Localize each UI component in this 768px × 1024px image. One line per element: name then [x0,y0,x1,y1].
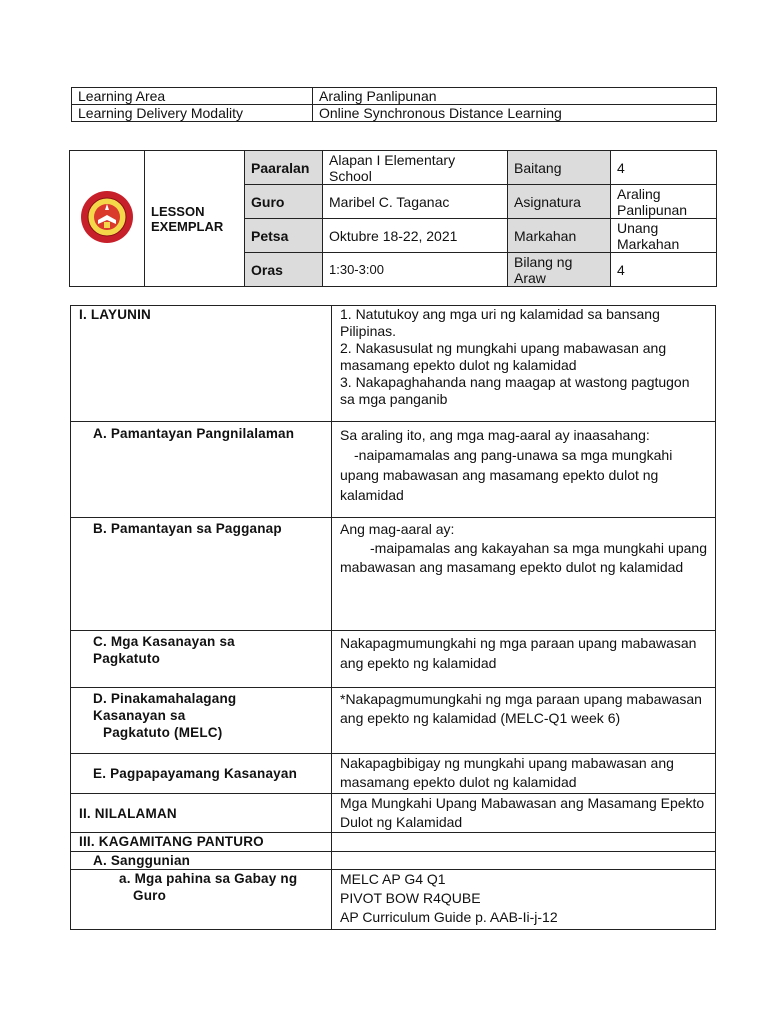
melc-label [71,688,332,754]
pamantayan-pagganap-content [332,518,716,631]
gabay-guro-content [332,870,716,930]
layunin-label: I. LAYUNIN [71,306,332,422]
kagamitan-row [71,833,716,852]
kagamitan-label: III. KAGAMITANG PANTURO [71,833,332,852]
gabay-guro-line-1: MELC AP G4 Q1 [340,871,446,887]
baitang-label: Baitang [508,151,611,185]
gabay-guro-line-3: AP Curriculum Guide p. AAB-Ii-j-12 [340,909,558,925]
school-logo [70,151,145,287]
guro-label: Guro [245,185,323,219]
lesson-exemplar-title [145,151,245,287]
pagpapayaman-row [71,754,716,794]
petsa-label: Petsa [245,219,323,253]
pamantayan-pangnilalaman-body: -naipamamalas ang pang-unawa sa mga mungkahi upang mabawasan ang masamang epekto dulot ng kalamidad [340,447,673,503]
learning-area-row [72,88,717,105]
learning-area-value: Araling Panlipunan [313,88,717,105]
pamantayan-pagganap-intro: Ang mag-aaral ay: [340,521,455,537]
lesson-title-line1: LESSON [151,203,205,219]
markahan-label: Markahan [508,219,611,253]
pamantayan-pagganap-body: -maipamalas ang kakayahan sa mga mungkahi upang mabawasan ang masamang epekto dulot ng kalamidad [340,540,707,575]
pagpapayaman-value: Nakapagbibigay ng mungkahi upang mabawasan ang masamang epekto dulot ng kalamidad [332,754,716,794]
layunin-content [332,306,716,422]
pagpapayaman-label: E. Pagpapayamang Kasanayan [71,754,332,794]
paaralan-label: Paaralan [245,151,323,185]
pamantayan-pangnilalaman-content [332,422,716,518]
melc-label-line2: Kasanayan sa [93,708,186,723]
lesson-header-table [69,150,717,287]
kasanayan-label-line1: C. Mga Kasanayan sa [93,634,235,649]
paaralan-value: Alapan I Elementary School [323,151,508,185]
school-seal-icon [80,190,134,244]
delivery-modality-label: Learning Delivery Modality [72,105,313,122]
petsa-value: Oktubre 18-22, 2021 [323,219,508,253]
gabay-guro-row [71,870,716,930]
pamantayan-pagganap-label: B. Pamantayan sa Pagganap [71,518,332,631]
nilalaman-label: II. NILALAMAN [71,794,332,833]
markahan-value: Unang Markahan [611,219,717,253]
melc-row [71,688,716,754]
kasanayan-label-line2: Pagkatuto [93,651,161,666]
baitang-value: 4 [611,151,717,185]
kasanayan-pagkatuto-value: Nakapagmumungkahi ng mga paraan upang mabawasan ang epekto ng kalamidad [332,631,716,688]
nilalaman-row [71,794,716,833]
kagamitan-empty [332,833,716,852]
pamantayan-pangnilalaman-label: A. Pamantayan Pangnilalaman [71,422,332,518]
delivery-modality-value: Online Synchronous Distance Learning [313,105,717,122]
melc-label-line1: D. Pinakamahalagang [93,691,237,706]
layunin-line-3: 3. Nakapaghahanda nang maagap at wastong pagtugon sa mga panganib [340,374,690,407]
melc-value: *Nakapagmumungkahi ng mga paraan upang mabawasan ang epekto ng kalamidad (MELC-Q1 week 6) [332,688,716,754]
gabay-guro-label-line1: a. Mga pahina sa Gabay ng [119,871,298,886]
asignatura-label: Asignatura [508,185,611,219]
asignatura-value: Araling Panlipunan [611,185,717,219]
pamantayan-pangnilalaman-intro: Sa araling ito, ang mga mag-aaral ay inaasahang: [340,427,650,443]
pamantayan-pangnilalaman-row [71,422,716,518]
kasanayan-pagkatuto-row [71,631,716,688]
gabay-guro-line-2: PIVOT BOW R4QUBE [340,890,481,906]
layunin-line-2: 2. Nakasusulat ng mungkahi upang mabawasan ang masamang epekto dulot ng kalamidad [340,340,667,373]
lesson-plan-table [70,305,716,930]
bilang-label: Bilang ng Araw [508,253,611,287]
sanggunian-label: A. Sanggunian [71,852,332,870]
guro-value: Maribel C. Taganac [323,185,508,219]
melc-label-line3: Pagkatuto (MELC) [103,725,223,740]
nilalaman-value: Mga Mungkahi Upang Mabawasan ang Masamang Epekto Dulot ng Kalamidad [332,794,716,833]
layunin-line-1: 1. Natutukoy ang mga uri ng kalamidad sa bansang Pilipinas. [340,306,660,339]
lesson-title-line2: EXEMPLAR [151,218,224,234]
sanggunian-empty [332,852,716,870]
gabay-guro-label-line2: Guro [133,888,167,903]
sanggunian-row [71,852,716,870]
pamantayan-pagganap-row [71,518,716,631]
bilang-value: 4 [611,253,717,287]
oras-value: 1:30-3:00 [323,253,508,287]
delivery-modality-row [72,105,717,122]
oras-label: Oras [245,253,323,287]
learning-info-table [71,87,717,122]
learning-area-label: Learning Area [72,88,313,105]
layunin-row [71,306,716,422]
gabay-guro-label [71,870,332,930]
kasanayan-pagkatuto-label [71,631,332,688]
